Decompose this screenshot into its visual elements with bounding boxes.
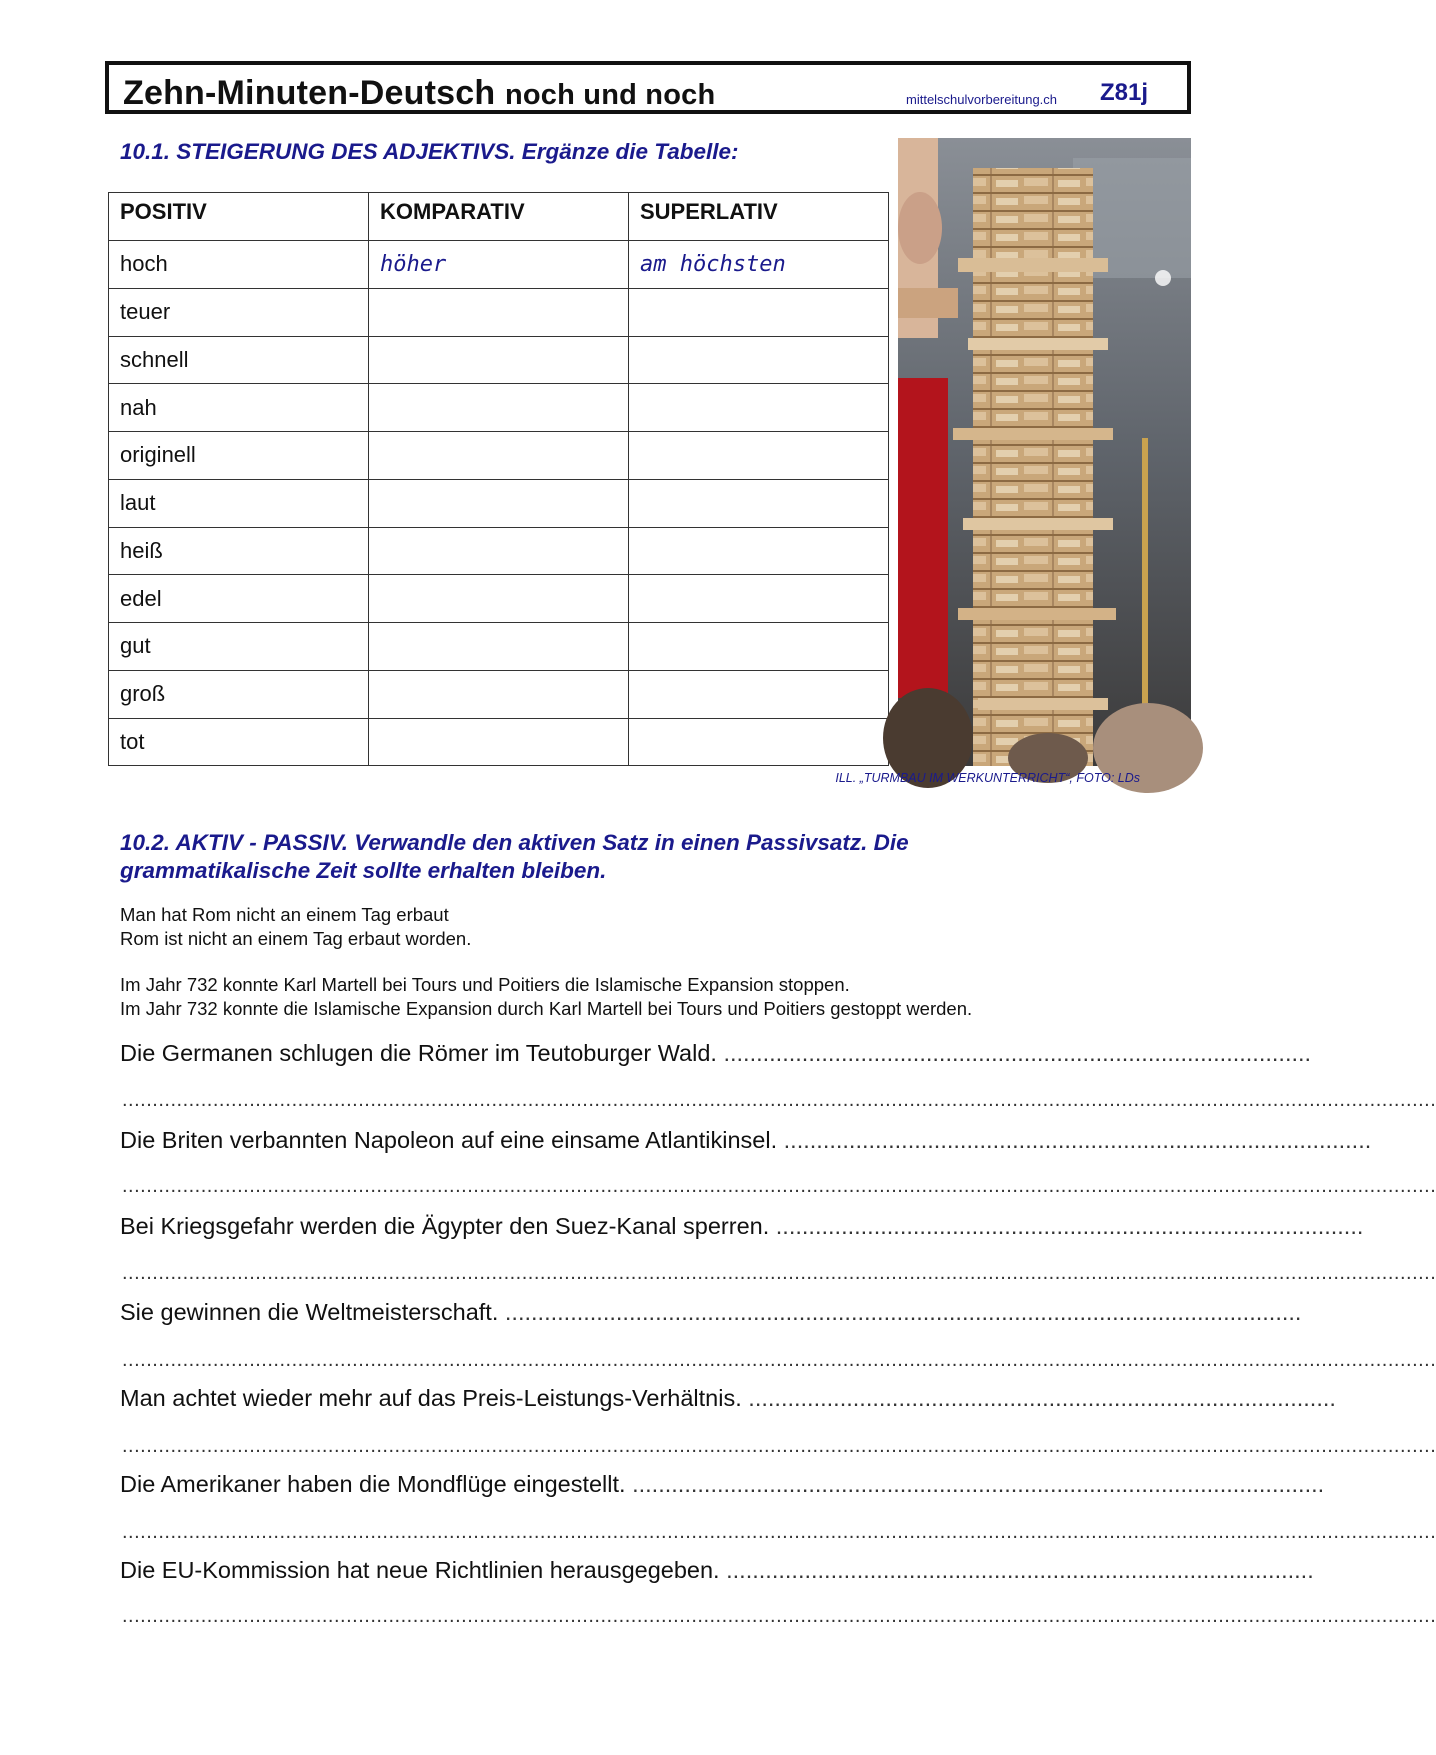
superlativ-cell[interactable] (629, 432, 889, 480)
komparativ-cell[interactable] (369, 527, 629, 575)
positiv-cell: teuer (109, 288, 369, 336)
table-row (109, 384, 889, 432)
answer-line[interactable]: ......................................................................................................................................................................................................................... (122, 1605, 1436, 1627)
answer-blank[interactable]: .......................................................................................... (719, 1557, 1314, 1583)
komparativ-cell[interactable] (369, 623, 629, 671)
column-header-positiv: POSITIV (109, 193, 369, 241)
superlativ-cell[interactable] (629, 527, 889, 575)
positiv-cell: groß (109, 670, 369, 718)
positiv-cell: originell (109, 432, 369, 480)
exercise-1: Die Germanen schlugen die Römer im Teutoburger Wald. .......................................................................................... (120, 1040, 1312, 1066)
superlativ-cell[interactable] (629, 479, 889, 527)
superlativ-cell[interactable] (629, 384, 889, 432)
komparativ-cell[interactable] (369, 575, 629, 623)
answer-line[interactable]: ......................................................................................................................................................................................................................... (122, 1262, 1436, 1284)
positiv-cell: gut (109, 623, 369, 671)
example-active-sentence: Man hat Rom nicht an einem Tag erbaut (120, 904, 449, 925)
superlativ-cell[interactable] (629, 670, 889, 718)
table-row (109, 718, 889, 766)
superlativ-cell[interactable] (629, 718, 889, 766)
answer-line[interactable]: ......................................................................................................................................................................................................................... (122, 1089, 1436, 1111)
worksheet-header (105, 61, 1191, 114)
example-2 (120, 973, 972, 1021)
section-2-title: 10.2. AKTIV - PASSIV. Verwandle den aktiven Satz in einen Passivsatz. Die grammatikalische Zeit sollte erhalten bleiben. (120, 830, 909, 883)
komparativ-cell[interactable] (369, 336, 629, 384)
table-row (109, 527, 889, 575)
table-row (109, 479, 889, 527)
komparativ-cell[interactable] (369, 718, 629, 766)
positiv-cell: tot (109, 718, 369, 766)
exercise-6: Die Amerikaner haben die Mondflüge eingestellt. .......................................................................................................... (120, 1471, 1325, 1497)
komparativ-cell[interactable] (369, 479, 629, 527)
komparativ-cell[interactable] (369, 670, 629, 718)
adjective-table (108, 192, 889, 766)
positiv-cell: heiß (109, 527, 369, 575)
worksheet-code: Z81j (1100, 79, 1149, 106)
answer-blank[interactable]: .......................................................................................................................... (498, 1299, 1302, 1325)
example-passive-sentence: Im Jahr 732 konnte die Islamische Expansion durch Karl Martell bei Tours und Poitiers gestoppt werden. (120, 998, 973, 1019)
column-header-komparativ: KOMPARATIV (369, 193, 629, 241)
exercise-7: Die EU-Kommission hat neue Richtlinien herausgegeben. .......................................................................................... (120, 1557, 1314, 1583)
answer-blank[interactable]: .......................................................................................... (741, 1385, 1336, 1411)
superlativ-cell[interactable] (629, 623, 889, 671)
exercise-4: Sie gewinnen die Weltmeisterschaft. .......................................................................................................................... (120, 1299, 1302, 1325)
answer-line[interactable]: ......................................................................................................................................................................................................................... (122, 1435, 1436, 1457)
positiv-cell: edel (109, 575, 369, 623)
positiv-cell: schnell (109, 336, 369, 384)
website-label: mittelschulvorbereitung.ch (906, 92, 1058, 107)
komparativ-cell[interactable] (369, 288, 629, 336)
table-row (109, 623, 889, 671)
answer-line[interactable]: ......................................................................................................................................................................................................................... (122, 1175, 1436, 1197)
table-header-row (109, 193, 889, 241)
example-active-sentence: Im Jahr 732 konnte Karl Martell bei Tours und Poitiers die Islamische Expansion stoppen. (120, 974, 850, 995)
photo-credit: ILL. „TURMBAU IM WERKUNTERRICHT“, FOTO: LDs (835, 771, 1140, 785)
superlativ-cell[interactable] (629, 288, 889, 336)
tower-photo (898, 138, 1191, 766)
answer-blank[interactable]: .......................................................................................... (716, 1040, 1312, 1066)
komparativ-cell[interactable] (369, 384, 629, 432)
answer-line[interactable]: ......................................................................................................................................................................................................................... (122, 1349, 1436, 1371)
answer-blank[interactable]: .......................................................................................... (777, 1127, 1372, 1153)
answer-line[interactable]: ......................................................................................................................................................................................................................... (122, 1521, 1436, 1543)
table-row (109, 432, 889, 480)
exercise-3: Bei Kriegsgefahr werden die Ägypter den Suez-Kanal sperren. .......................................................................................... (120, 1213, 1364, 1239)
table-row (109, 670, 889, 718)
exercise-2: Die Briten verbannten Napoleon auf eine einsame Atlantikinsel. .......................................................................................... (120, 1127, 1372, 1153)
exercise-5: Man achtet wieder mehr auf das Preis-Leistungs-Verhältnis. .......................................................................................... (120, 1385, 1336, 1411)
column-header-superlativ: SUPERLATIV (629, 193, 889, 241)
example-passive-sentence: Rom ist nicht an einem Tag erbaut worden. (120, 928, 472, 949)
section-1-title: 10.1. STEIGERUNG DES ADJEKTIVS. Ergänze die Tabelle: (120, 139, 739, 164)
komparativ-cell[interactable] (369, 432, 629, 480)
table-row (109, 241, 889, 289)
superlativ-cell[interactable] (629, 336, 889, 384)
table-row (109, 575, 889, 623)
table-row (109, 288, 889, 336)
answer-blank[interactable]: .......................................................................................... (769, 1213, 1364, 1239)
positiv-cell: hoch (109, 241, 369, 289)
positiv-cell: laut (109, 479, 369, 527)
answer-blank[interactable]: .......................................................................................................... (625, 1471, 1325, 1497)
komparativ-cell[interactable]: höher (369, 241, 629, 289)
worksheet-title: Zehn-Minuten-Deutsch noch und noch (123, 74, 716, 112)
superlativ-cell[interactable] (629, 575, 889, 623)
worksheet-subtitle: noch und noch (504, 79, 716, 111)
example-1 (120, 903, 471, 951)
superlativ-cell[interactable]: am höchsten (629, 241, 889, 289)
positiv-cell: nah (109, 384, 369, 432)
table-row (109, 336, 889, 384)
